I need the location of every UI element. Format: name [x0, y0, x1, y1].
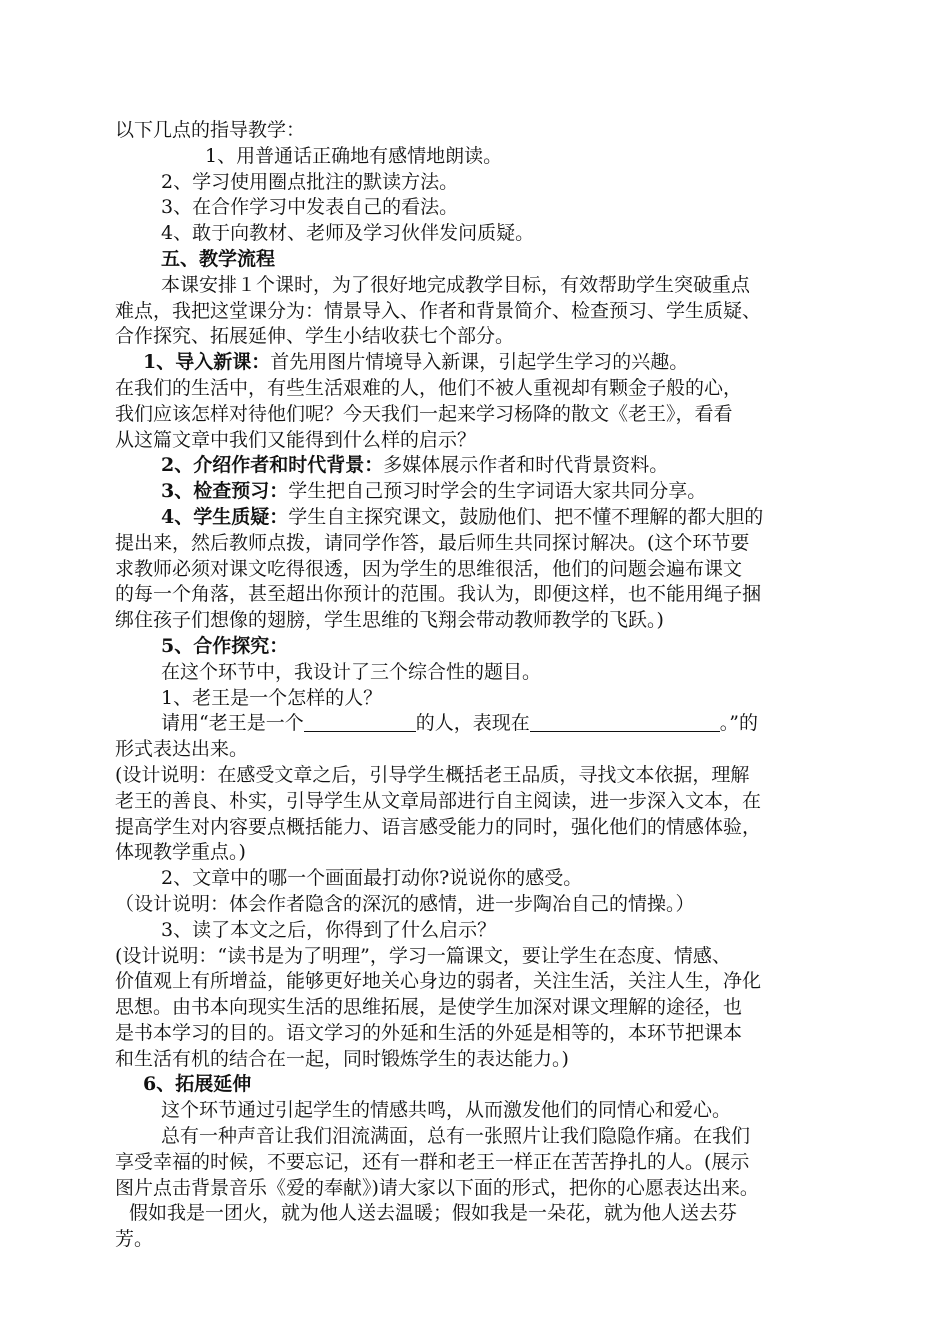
step3-heading: 3、检查预习：: [161, 480, 289, 503]
step4-more-line: 提出来，然后教师点拨，请同学作答，最后师生共同探讨解决。(这个环节要: [115, 531, 750, 554]
overview-line: 难点，我把这堂课分为：情景导入、作者和背景简介、检查预习、学生质疑、: [115, 299, 762, 322]
step4-heading: 4、学生质疑：: [161, 505, 289, 528]
step1-line: [115, 350, 837, 376]
question-1-prompt: [115, 711, 837, 737]
step1-text: 首先用图片情境导入新课，引起学生学习的兴趣。: [270, 351, 689, 374]
intro-line: 以下几点的指导教学：: [115, 119, 306, 141]
question-3: 3、读了本文之后，你得到了什么启示？: [161, 918, 497, 941]
wish-line: 芳。: [115, 1228, 154, 1251]
step6-text: 这个环节通过引起学生的情感共鸣，从而激发他们的同情心和爱心。: [161, 1099, 732, 1122]
goal-item: 3、在合作学习中发表自己的看法。: [161, 196, 459, 219]
prompt-text-b: 的人，表现在: [415, 712, 530, 735]
step6-heading: 6、拓展延伸: [143, 1073, 252, 1096]
step2-line: [115, 453, 837, 479]
document-page: [115, 118, 837, 1253]
step4-line: [115, 505, 837, 531]
step2-text: 多媒体展示作者和时代背景资料。: [383, 454, 669, 477]
overview-line: 合作探究、拓展延伸、学生小结收获七个部分。: [115, 325, 515, 348]
design-note-line: (设计说明：在感受文章之后，引导学生概括老王品质，寻找文本依据，理解: [115, 763, 750, 786]
step1-more-line: 我们应该怎样对待他们呢？今天我们一起来学习杨降的散文《老王》，看看: [115, 402, 733, 425]
step5-heading: 5、合作探究：: [161, 634, 289, 657]
goal-item: 1、用普通话正确地有感情地朗读。: [205, 144, 503, 167]
design-note-line: 价值观上有所增益，能够更好地关心身边的弱者，关注生活，关注人生，净化: [115, 970, 762, 993]
step2-heading: 2、介绍作者和时代背景：: [161, 454, 384, 477]
design-note-line: (设计说明：“读书是为了明理”，学习一篇课文，要让学生在态度、情感、: [115, 944, 731, 967]
step4-more-line: 的每一个角落，甚至超出你预计的范围。我认为，即便这样，也不能用绳子捆: [115, 583, 762, 606]
design-note-line: 提高学生对内容要点概括能力、语言感受能力的同时，强化他们的情感体验，: [115, 815, 762, 838]
step6-para-line: 图片点击背景音乐《爱的奉献》)请大家以下面的形式，把你的心愿表达出来。: [115, 1176, 759, 1199]
wish-line: 假如我是一团火，就为他人送去温暖；假如我是一朵花，就为他人送去芬: [129, 1202, 738, 1225]
design-note-line: 体现教学重点。): [115, 841, 246, 864]
step5-intro: 在这个环节中，我设计了三个综合性的题目。: [161, 660, 542, 683]
step3-text: 学生把自己预习时学会的生字词语大家共同分享。: [288, 480, 707, 503]
step1-more-line: 在我们的生活中，有些生活艰难的人，他们不被人重视却有颗金子般的心，: [115, 376, 743, 399]
design-note-line: 思想。由书本向现实生活的思维拓展，是使学生加深对课文理解的途径，也: [115, 996, 743, 1019]
step6-para-line: 总有一种声音让我们泪流满面，总有一张照片让我们隐隐作痛。在我们: [161, 1125, 751, 1148]
prompt-text-a: 请用“老王是一个: [161, 712, 304, 735]
step4-more-line: 绑住孩子们想像的翅膀，学生思维的飞翔会带动教师教学的飞跃。): [115, 609, 664, 632]
prompt-text-c: 。”的: [719, 712, 758, 735]
goal-item: 2、学习使用圈点批注的默读方法。: [161, 170, 459, 193]
section-heading: 五、教学流程: [161, 247, 276, 270]
fill-blank: [304, 712, 416, 732]
design-note-line: 和生活有机的结合在一起，同时锻炼学生的表达能力。): [115, 1047, 569, 1070]
step1-more-line: 从这篇文章中我们又能得到什么样的启示？: [115, 428, 477, 451]
design-note-line: （设计说明：体会作者隐含的深沉的感情，进一步陶冶自己的情操。）: [115, 892, 695, 915]
question-2: 2、文章中的哪一个画面最打动你?说说你的感受。: [161, 867, 583, 890]
question-1-prompt-end: 形式表达出来。: [115, 738, 249, 761]
question-1: 1、老王是一个怎样的人？: [161, 686, 383, 709]
design-note-line: 老王的善良、朴实，引导学生从文章局部进行自主阅读，进一步深入文本，在: [115, 789, 762, 812]
step4-text: 学生自主探究课文，鼓励他们、把不懂不理解的都大胆的: [288, 505, 764, 528]
goal-item: 4、敢于向教材、老师及学习伙伴发问质疑。: [161, 222, 535, 245]
step3-line: [115, 479, 837, 505]
step6-para-line: 享受幸福的时候，不要忘记，还有一群和老王一样正在苦苦挣扎的人。(展示: [115, 1150, 750, 1173]
step1-heading: 1、导入新课：: [143, 351, 271, 374]
step4-more-line: 求教师必须对课文吃得很透，因为学生的思维很活，他们的问题会遍布课文: [115, 557, 743, 580]
overview-line: 本课安排１个课时，为了很好地完成教学目标，有效帮助学生突破重点: [161, 273, 751, 296]
fill-blank: [530, 712, 720, 732]
design-note-line: 是书本学习的目的。语文学习的外延和生活的外延是相等的，本环节把课本: [115, 1021, 743, 1044]
